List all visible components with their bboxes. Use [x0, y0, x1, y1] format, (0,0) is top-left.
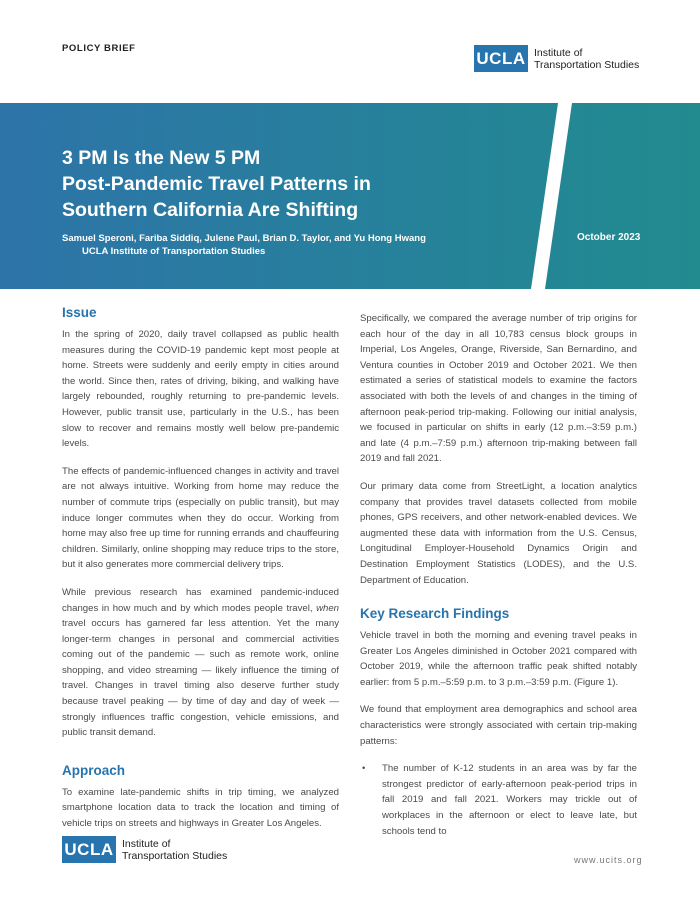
title-line-3: Southern California Are Shifting	[62, 199, 359, 221]
right-column	[360, 311, 637, 839]
footer-website-link[interactable]: www.ucits.org	[574, 855, 643, 865]
list-item	[360, 761, 637, 839]
findings-paragraph-1: Vehicle travel in both the morning and evening travel peaks in Greater Los Angeles diminished in October 2021 compared with October 2019, while the afternoon traffic peak shifted notably earlier: from 5 p.m.–5:59 p.m. to 3 p.m.–3:59 p.m. (Figure 1).	[360, 630, 637, 688]
title-line-1: 3 PM Is the New 5 PM	[62, 147, 261, 169]
findings-heading: Key Research Findings	[360, 606, 510, 622]
approach-heading: Approach	[62, 762, 126, 778]
left-column	[62, 305, 339, 844]
findings-bullet-1: The number of K-12 students in an area was by far the strongest predictor of early-afternoon peak-period trips in fall 2019 and fall 2021. Workers may trickle out of workplaces in the afternoon or elect to leave late, but schools tend to	[382, 763, 637, 837]
logo-line-2: Transportation Studies	[534, 58, 640, 71]
ucla-its-logo	[474, 45, 639, 72]
footer-logo-wordmark	[122, 838, 227, 862]
findings-paragraph-2: We found that employment area demographics and school area characteristics were strongly associated with certain trip-making patterns:	[360, 704, 637, 747]
footer-ucla-logo-mark: UCLA	[62, 836, 116, 863]
issue-p3-emphasis: when	[316, 602, 339, 614]
issue-paragraph-1: In the spring of 2020, daily travel collapsed as public health measures during the COVID-19 pandemic kept most people at home. Streets were suddenly and eerily empty in cities around the world. Since then, rates of driving, biking, and walking have largely rebounded, roughly returning to pre-pandemic levels. However, public transit use, particularly in the U.S., has been slow to recover and remains mostly well below pre-pandemic levels.	[62, 329, 339, 450]
issue-paragraph-3	[62, 585, 339, 741]
page-title	[62, 145, 371, 223]
issue-p3-start: While previous research has examined pandemic-induced changes in how much and by which modes people travel,	[62, 586, 339, 614]
title-line-2: Post-Pandemic Travel Patterns in	[62, 173, 371, 195]
issue-paragraph-2: The effects of pandemic-influenced changes in activity and travel are not always intuitive. Working from home may reduce the number of commute trips (especially on public transit), but may induce longer commutes when they do occur. Working from home may also free up time for running errands and chauffeuring children. Similarly, online shopping may reduce trips to the store, but it also generates more commercial delivery trips.	[62, 465, 339, 571]
bullet-marker: •	[362, 763, 366, 775]
authors-block	[62, 232, 426, 258]
publication-date: October 2023	[577, 232, 641, 243]
author-names: Samuel Speroni, Fariba Siddiq, Julene Paul, Brian D. Taylor, and Yu Hong Hwang	[62, 233, 426, 244]
approach-paragraph-3: Our primary data come from StreetLight, a location analytics company that provides travel datasets collected from mobile phones, GPS receivers, and other network-enabled devices. We augmented these data with information from the U.S. Census, Longitudinal Employer-Household Dynamics Origin and Destination Employment Statistics (LODES), and the U.S. Department of Education.	[360, 480, 637, 586]
logo-line-1: Institute of	[534, 46, 583, 59]
policy-brief-label: POLICY BRIEF	[62, 43, 136, 54]
footer-ucla-its-logo	[62, 836, 227, 863]
author-affiliation: UCLA Institute of Transportation Studies	[82, 246, 266, 257]
logo-wordmark	[534, 47, 639, 71]
ucla-logo-mark: UCLA	[474, 45, 528, 72]
issue-heading: Issue	[62, 305, 97, 320]
issue-p3-end: travel occurs has garnered far less attention. Yet the many longer-term changes in personal and commercial activities coming out of the pandemic — such as remote work, online shopping, and video streaming — likely influence the timing of travel. Changes in travel timing also deserve further study because travel peaking — by time of day and day of week — strongly influences traffic congestion, vehicle emissions, and public transit demand.	[62, 618, 339, 739]
findings-list	[360, 761, 637, 839]
footer-logo-line-1: Institute of	[122, 837, 171, 850]
approach-paragraph-2: Specifically, we compared the average number of trip origins for each hour of the day in all 10,783 census block groups in Imperial, Los Angeles, Orange, Riverside, San Bernardino, and Ventura counties in October 2019 and October 2021. We then estimated a series of statistical models to examine the factors associated with both the levels of and changes in the timing of afternoon peak-period trip-making. Following our initial analysis, we focused in particular on shifts in early (12 p.m.–3:59 p.m.) and late (4 p.m.–7:59 p.m.) afternoon trip-making between fall 2019 and fall 2021.	[360, 313, 637, 465]
approach-paragraph-1: To examine late-pandemic shifts in trip timing, we analyzed smartphone location data to track the location and timing of vehicle trips on streets and highways in Greater Los Angeles.	[62, 786, 339, 830]
footer-logo-line-2: Transportation Studies	[122, 849, 228, 862]
